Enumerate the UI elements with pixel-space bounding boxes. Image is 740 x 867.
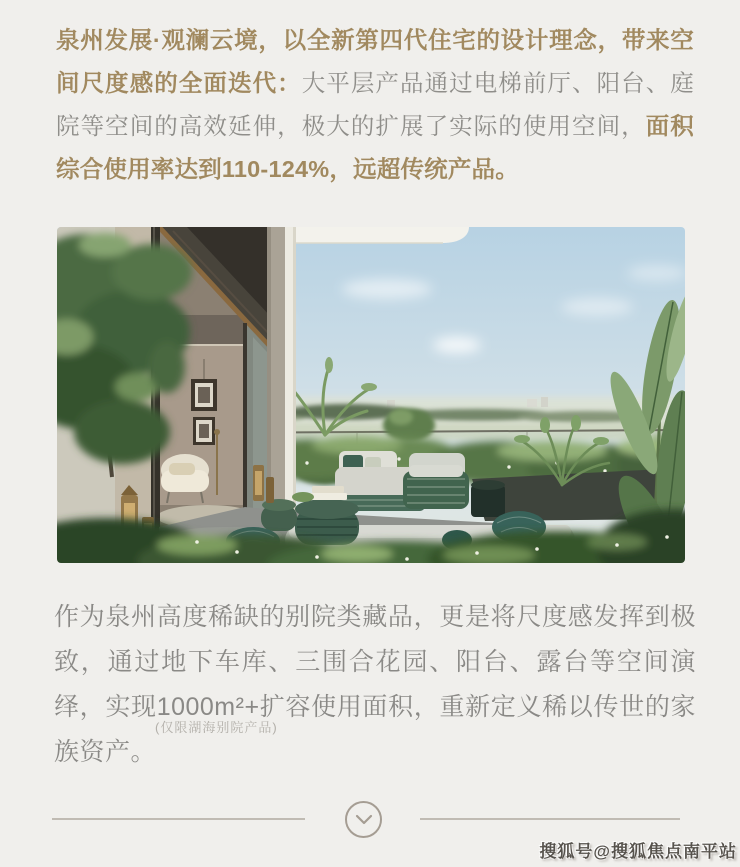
divider-line-left (52, 818, 305, 820)
watermark-text: 搜狐号@搜狐焦点南平站 (539, 842, 737, 861)
scroll-more-button[interactable] (345, 801, 382, 838)
detail-footnote: (仅限湖海别院产品) (155, 720, 278, 735)
detail-paragraph: 作为泉州高度稀缺的别院类藏品，更是将尺度感发挥到极致，通过地下车库、三围合花园、阳台、露台等空间演绎，实现1000m²+扩容使用面积，重新定义稀以传世的家族资产。 (54, 603, 696, 766)
intro-highlight-start: 泉州发展·观澜云境，以全新第四代住宅的设计理念，带来空间尺度感的全面迭代： (56, 27, 694, 96)
chevron-down-icon (354, 814, 374, 826)
intro-paragraph (56, 19, 694, 191)
terrace-garden-photo (57, 227, 685, 563)
intro-body-text: 大平层产品通过电梯前厅、阳台、庭院等空间的高效延伸，极大的扩展了实际的使用空间， (56, 70, 694, 139)
intro-highlight-end: 面积综合使用率达到110-124%，远超传统产品。 (56, 113, 694, 182)
divider-line-right (420, 818, 680, 820)
